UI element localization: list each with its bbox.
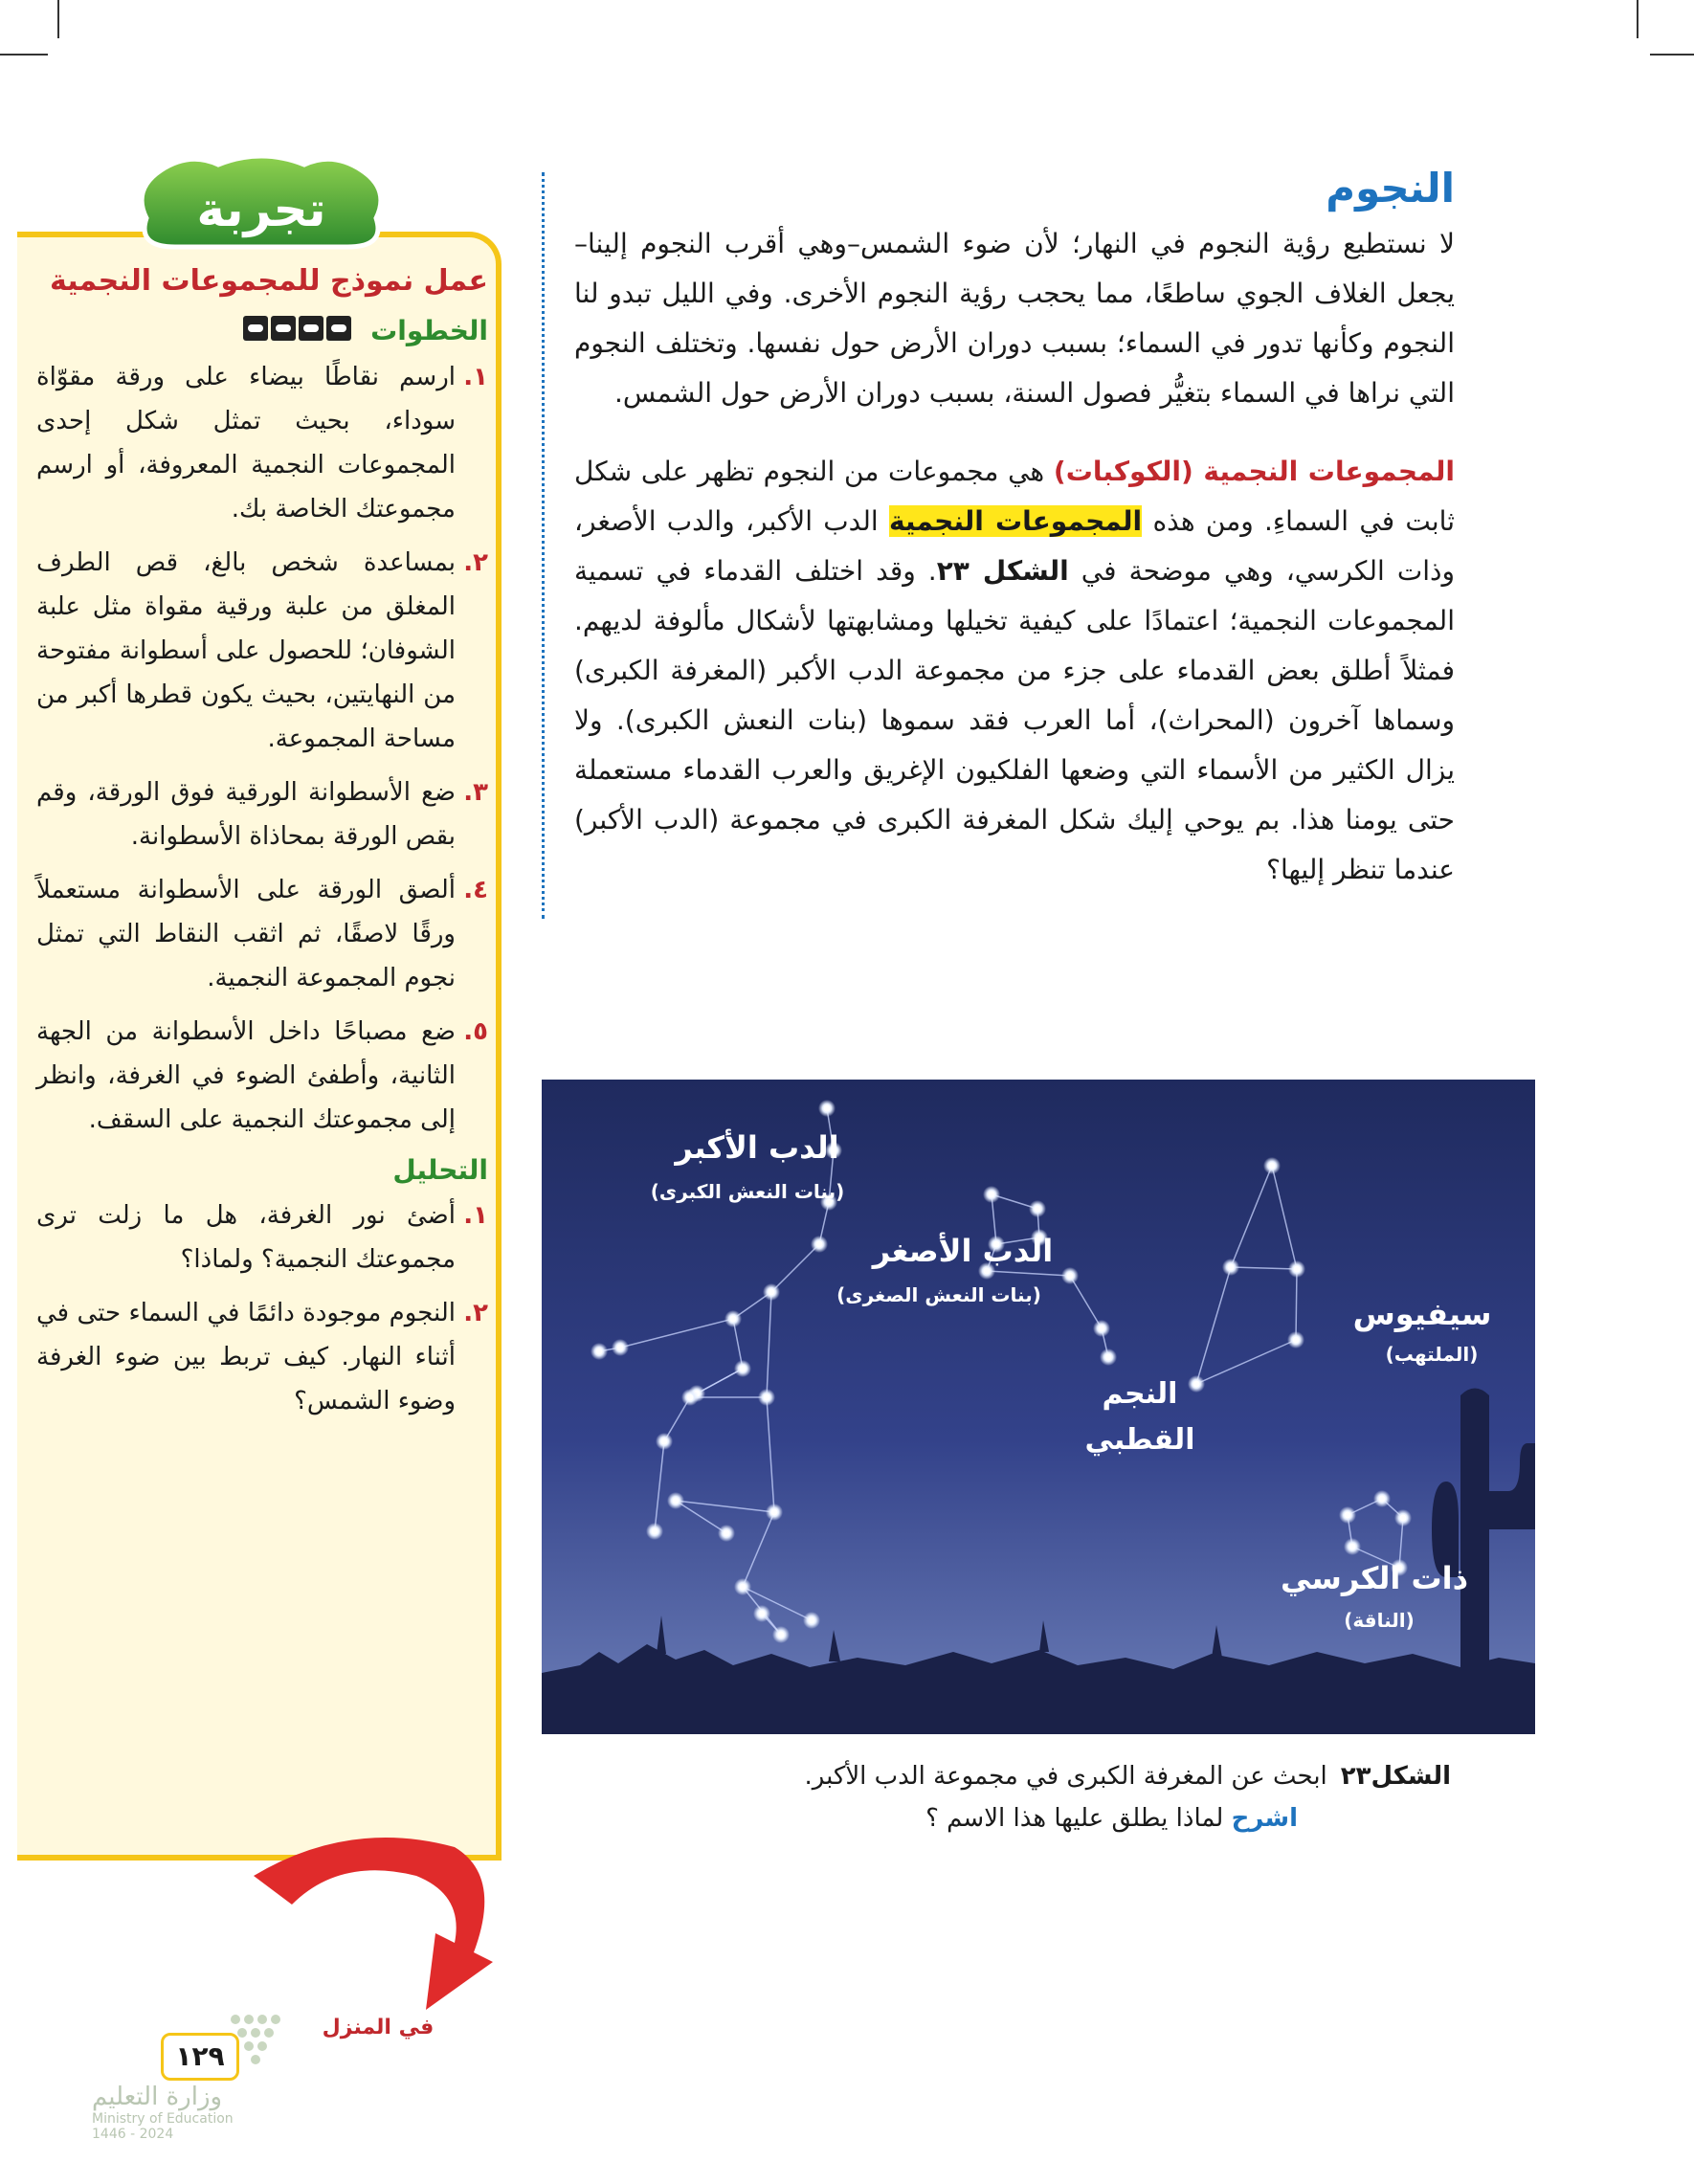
figure-label: الشكل٢٣ [1340, 1762, 1451, 1791]
figure-caption [542, 1755, 1451, 1839]
analysis-text: النجوم موجودة دائمًا في السماء حتى في أثناء النهار. كيف تربط بين ضوء الغرفة وضوء الشمس؟ [36, 1299, 456, 1415]
label-ursa-major-sub: (بنات النعش الكبرى) [650, 1180, 845, 1203]
experiment-sidebar [17, 232, 507, 1916]
analysis-text: أضئ نور الغرفة، هل ما زلت ترى مجموعتك النجمية؟ ولماذا؟ [36, 1201, 456, 1274]
star [764, 1394, 770, 1401]
star [730, 1316, 737, 1323]
main-article [574, 163, 1455, 895]
safety-icons [240, 313, 351, 351]
star [596, 1348, 603, 1355]
star [1228, 1264, 1235, 1271]
caption-line-1 [542, 1755, 1451, 1797]
experiment-badge [132, 151, 390, 256]
analysis-number: ٢. [463, 1299, 488, 1327]
step-number: ١. [463, 363, 488, 391]
flame-icon [243, 316, 268, 341]
sidebar-body [36, 258, 488, 1433]
step-item [36, 541, 488, 761]
paragraph-2-text: هي مجموعات من النجوم تظهر على شكل ثابت في السماءِ. ومن هذه [574, 455, 1455, 537]
analysis-number: ١. [463, 1201, 488, 1230]
caption-text: ابحث عن المغرفة الكبرى في مجموعة الدب الأكبر. [804, 1762, 1327, 1791]
label-ursa-minor: الدب الأصغر [872, 1233, 1054, 1269]
analysis-item [36, 1291, 488, 1423]
label-ursa-major: الدب الأكبر [675, 1129, 839, 1166]
constellation-figure [542, 1080, 1535, 1734]
analysis-item [36, 1193, 488, 1281]
crop-mark [1650, 54, 1694, 56]
star [989, 1192, 995, 1198]
ministry-name-ar: وزارة التعليم [92, 2083, 223, 2111]
goggles-icon [299, 316, 323, 341]
star [1294, 1266, 1301, 1273]
star [740, 1584, 747, 1591]
crop-mark [1637, 0, 1638, 38]
caption-explain: اشرح [1231, 1804, 1298, 1833]
label-polaris-line2: القطبي [1084, 1423, 1195, 1457]
divider-line [542, 172, 545, 919]
label-cassiopeia-sub: (الناقة) [1344, 1609, 1415, 1632]
step-item [36, 1010, 488, 1142]
ministry-name-en: Ministry of Education [92, 2111, 234, 2127]
star [771, 1509, 778, 1516]
star [1345, 1512, 1351, 1519]
star [778, 1632, 785, 1638]
star [1293, 1337, 1300, 1344]
section-title: النجوم [1326, 165, 1455, 212]
step-text: ضع الأسطوانة الورقية فوق الورقة، وقم بقص الورقة بمحاذاة الأسطوانة. [36, 778, 456, 851]
highlighted-term: المجموعات النجمية [888, 504, 1143, 537]
ministry-year: 2024 - 1446 [92, 2127, 174, 2142]
ministry-dots-logo [226, 2010, 302, 2077]
paragraph-2 [574, 447, 1455, 895]
label-cepheus-sub: (الملتهب) [1385, 1343, 1479, 1366]
step-number: ٥. [463, 1017, 488, 1046]
star [1067, 1273, 1074, 1280]
paragraph-1: لا نستطيع رؤية النجوم في النهار؛ لأن ضوء الشمس–وهي أقرب النجوم إلينا– يجعل الغلاف الجوي ساطعًا، مما يحجب رؤية النجوم الأخرى. وفي الليل تبدو لنا النجوم وكأنها تدور في السماء؛ بسبب دوران الأرض حول نفسها. وتختلف النجوم التي نراها في السماء بتغيُّر فصول السنة، بسبب دوران الأرض حول الشمس. [574, 227, 1455, 409]
label-cepheus: سيفيوس [1352, 1296, 1492, 1332]
star [1099, 1326, 1105, 1332]
caption-line-2 [542, 1797, 1451, 1839]
page-number: ١٢٩ [161, 2033, 239, 2081]
star [652, 1528, 658, 1535]
analysis-list [36, 1193, 488, 1423]
crop-mark [57, 0, 59, 38]
star [1269, 1163, 1276, 1170]
step-item [36, 770, 488, 858]
night-sky [542, 1080, 1535, 1734]
star [1193, 1381, 1200, 1388]
caption-rest: لماذا يطلق عليها هذا الاسم ؟ [925, 1804, 1224, 1833]
star [816, 1241, 823, 1248]
ministry-logo [92, 2083, 264, 2142]
step-item [36, 868, 488, 1000]
steps-list [36, 355, 488, 1142]
star [759, 1611, 766, 1617]
step-number: ٤. [463, 876, 488, 904]
step-number: ٢. [463, 548, 488, 577]
goggles-icon [326, 316, 351, 341]
star [661, 1438, 668, 1445]
label-ursa-minor-sub: (بنات النعش الصغرى) [836, 1283, 1041, 1306]
star [1379, 1496, 1386, 1503]
badge-text: تجربة [196, 182, 326, 237]
term-constellations: المجموعات النجمية (الكوكبات) [1053, 455, 1455, 487]
star [769, 1289, 775, 1296]
star [724, 1530, 730, 1537]
analysis-heading: التحليل [392, 1154, 488, 1186]
steps-heading-text: الخطوات [370, 315, 488, 346]
star [1349, 1544, 1356, 1550]
star [824, 1105, 831, 1112]
steps-heading [36, 312, 488, 351]
star [617, 1345, 624, 1351]
experiment-title: عمل نموذج للمجموعات النجمية [50, 264, 488, 298]
star [809, 1617, 815, 1624]
star [1035, 1206, 1041, 1213]
step-text: ألصق الورقة على الأسطوانة مستعملاً ورقًا لاصقًا، ثم اثقب النقاط التي تمثل نجوم المجموعة النجمية. [36, 876, 456, 992]
step-text: ضع مصباحًا داخل الأسطوانة من الجهة الثانية، وأطفئ الضوء في الغرفة، وانظر إلى مجموعتك النجمية على السقف. [36, 1017, 456, 1134]
constellation-line [1296, 1269, 1297, 1340]
at-home-label: في المنزل [322, 2016, 435, 2039]
label-polaris-line1: النجم [1102, 1377, 1178, 1411]
step-text: ارسم نقاطًا بيضاء على ورقة مقوّاة سوداء، بحيث تمثل شكل إحدى المجموعات النجمية المعروفة، أو ارسم مجموعتك الخاصة بك. [36, 363, 456, 524]
star [1400, 1515, 1407, 1522]
star [673, 1498, 680, 1504]
star [740, 1366, 747, 1372]
step-item [36, 355, 488, 531]
paragraph-2-text: الدب الأكبر، والدب الأصغر، وذات الكرسي، وهي موضحة في [574, 504, 1455, 587]
paragraph-2-text: . وقد اختلف القدماء في تسمية المجموعات النجمية؛ اعتمادًا على كيفية تخيلها ومشابهتها لأشكال مألوفة لديهم. فمثلاً أطلق بعض القدماء على جزء من مجموعة الدب الأكبر (المغرفة الكبرى) وسماها آخرون (المحراث)، أما العرب فقد سموها (بنات النعش الكبرى). ولا يزال الكثير من الأسماء التي وضعها الفلكيون الإغريق والعرب القدماء مستعملة حتى يومنا هذا. بم يوحي إليك شكل المغرفة الكبرى في مجموعة (الدب الأكبر) عندما تنظر إليها؟ [574, 554, 1455, 885]
hand-icon [271, 316, 296, 341]
star [1105, 1354, 1112, 1361]
star [687, 1394, 694, 1401]
figure-reference: الشكل ٢٣ [936, 554, 1069, 587]
step-text: بمساعدة شخص بالغ، قص الطرف المغلق من علبة ورقية مقواة مثل علبة الشوفان؛ للحصول على أسطوانة مفتوحة من النهايتين، بحيث يكون قطرها أكبر من مساحة المجموعة. [36, 548, 456, 753]
label-cassiopeia: ذات الكرسي [1280, 1560, 1469, 1596]
step-number: ٣. [463, 778, 488, 807]
crop-mark [0, 54, 48, 56]
